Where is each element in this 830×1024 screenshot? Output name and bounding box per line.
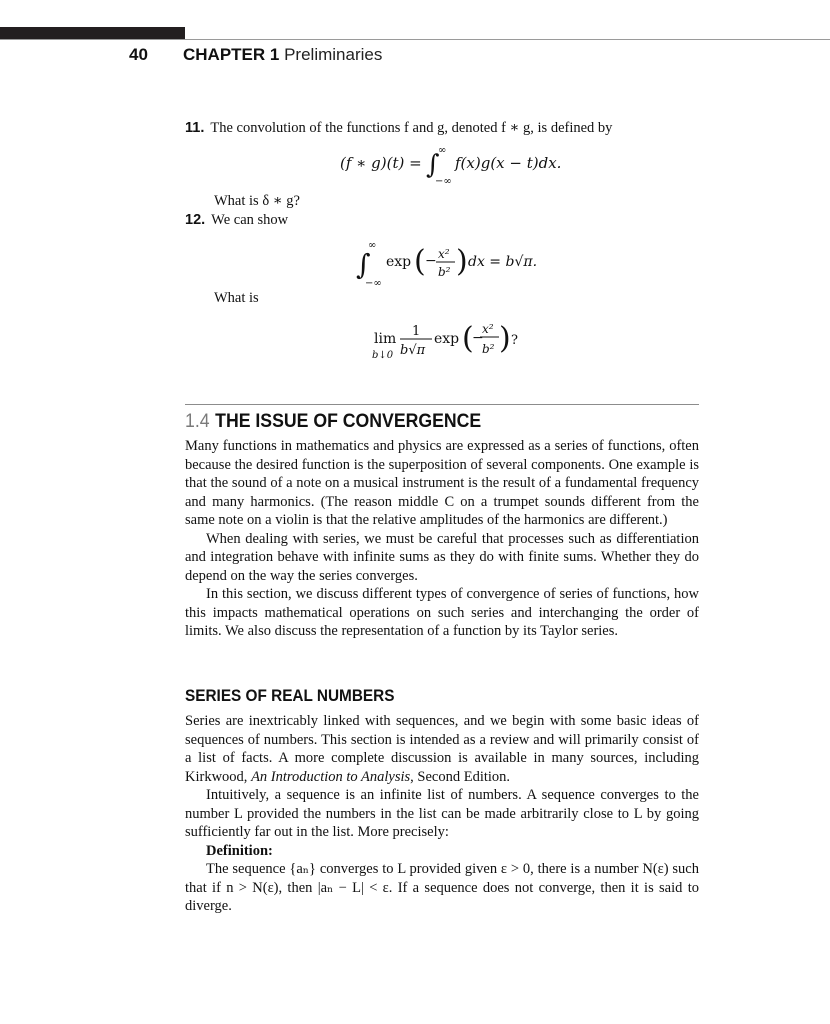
svg-text:∫: ∫ <box>356 248 371 281</box>
svg-text:−: − <box>425 253 437 269</box>
svg-text:?: ? <box>511 333 518 348</box>
svg-text:b↓0: b↓0 <box>372 350 394 361</box>
svg-text:−∞: −∞ <box>365 278 382 289</box>
svg-text:x²: x² <box>438 247 450 261</box>
convolution-equation-drawing <box>340 143 562 187</box>
header-rule <box>0 39 830 40</box>
svg-text:(: ( <box>414 244 426 279</box>
definition-label: Definition: <box>206 842 273 859</box>
header-bar <box>0 27 185 39</box>
svg-text:): ) <box>499 321 511 356</box>
gaussian-integral-drawing <box>356 236 546 288</box>
exercise-12-question: What is <box>214 290 259 306</box>
chapter-title: Preliminaries <box>284 45 383 64</box>
paragraph-text: , Second Edition. <box>410 768 511 785</box>
svg-text:x²: x² <box>482 322 494 336</box>
paragraph: When dealing with series, we must be careful that processes such as differentiation and integration behave with infinite sums as they do with finite sums. Whether they do depend on the way the series converges. <box>185 530 699 584</box>
svg-text:b²: b² <box>438 265 451 279</box>
svg-text:−: − <box>472 330 484 346</box>
page-number: 40 <box>129 45 148 64</box>
svg-text:∞: ∞ <box>438 145 447 156</box>
paragraph-text: Series are inextricably linked with sequences, and we begin with some basic ideas of sequences of numbers. This section is intended as a review and will primarily consist of a list of facts. A more complete discussion is available in many sources, including Kirkwood, <box>185 713 699 785</box>
svg-text:exp: exp <box>386 254 412 270</box>
paragraph: In this section, we discuss different types of convergence of series of functions, how this impacts mathematical operations on such series and interchanging the order of limits. We also discuss the representation of a function by its Taylor series. <box>185 586 699 639</box>
exercise-11-question: What is δ ∗ g? <box>214 193 300 209</box>
section-number: 1.4 <box>185 411 210 432</box>
exercise-number: 11. <box>185 120 205 136</box>
exercise-11 <box>185 119 612 138</box>
subsection-heading: SERIES OF REAL NUMBERS <box>185 687 395 705</box>
svg-text:dx = b√π.: dx = b√π. <box>468 254 538 270</box>
chapter-label: CHAPTER 1 <box>183 45 280 64</box>
running-head <box>183 45 382 65</box>
svg-text:∫: ∫ <box>426 150 440 180</box>
svg-text:): ) <box>456 244 468 279</box>
section-body <box>185 437 699 641</box>
section-rule <box>185 404 699 405</box>
exercise-text: The convolution of the functions f and g, denoted f ∗ g, is defined by <box>210 120 613 136</box>
svg-text:f(x)g(x − t)dx.: f(x)g(x − t)dx. <box>455 154 562 172</box>
convolution-equation <box>340 143 562 187</box>
exercise-12 <box>185 211 288 230</box>
limit-equation-drawing <box>372 313 522 363</box>
limit-equation <box>372 313 522 363</box>
subsection-body <box>185 712 699 916</box>
svg-text:(: ( <box>462 321 474 356</box>
svg-text:b²: b² <box>482 342 495 356</box>
section-title: THE ISSUE OF CONVERGENCE <box>215 411 482 432</box>
svg-text:exp: exp <box>434 331 460 347</box>
definition-label-text: Definition <box>206 842 269 859</box>
svg-text:1: 1 <box>412 324 421 339</box>
exercise-number: 12. <box>185 212 206 228</box>
svg-text:−∞: −∞ <box>435 176 452 187</box>
gaussian-integral-equation <box>356 236 546 288</box>
exercise-text: We can show <box>211 212 289 228</box>
paragraph: Intuitively, a sequence is an infinite list of numbers. A sequence converges to the number L provided the numbers in the list can be made arbitrarily close to L by going sufficiently far out in the list. More precisely: <box>185 787 699 840</box>
svg-text:b√π: b√π <box>400 343 426 358</box>
definition-text: The sequence {aₙ} converges to L provided given ε > 0, there is a number N(ε) such that if n > N(ε), then |aₙ − L| < ε. If a sequence does not converge, then it is said to diverge. <box>185 861 699 914</box>
paragraph: Many functions in mathematics and physics are expressed as a series of functions, often because the desired function is the superposition of several components. One example is that the sound of a note on a musical instrument is the result of a fundamental frequency and many harmonics. (The reason middle C on a trumpet sounds different from the same note on a violin is that the relative amplitudes of the harmonics are different.) <box>185 438 699 528</box>
paragraph <box>185 712 699 786</box>
section-heading <box>185 411 481 433</box>
svg-text:(f ∗ g)(t) =: (f ∗ g)(t) = <box>340 154 422 172</box>
book-title: An Introduction to Analysis <box>251 768 411 785</box>
svg-text:lim: lim <box>374 331 397 347</box>
svg-text:∞: ∞ <box>368 240 377 251</box>
